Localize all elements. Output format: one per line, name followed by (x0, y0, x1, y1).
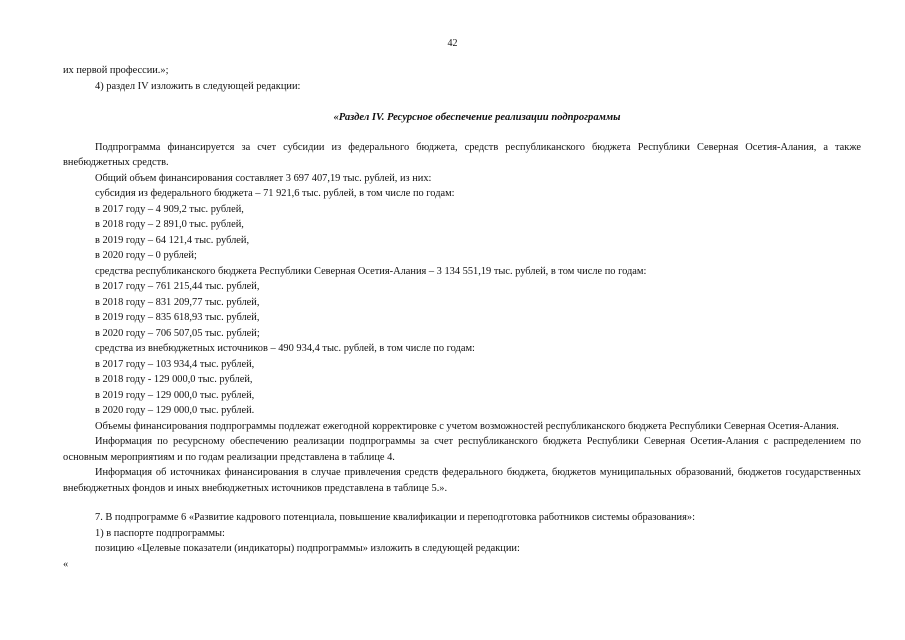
extrabudgetary-2020-line: в 2020 году – 129 000,0 тыс. рублей. (95, 405, 255, 416)
indicators-line: позицию «Целевые показатели (индикаторы) подпрограммы» изложить в следующей редакции: (95, 543, 520, 554)
paragraph-financing-sources: Подпрограмма финансируется за счет субсидии из федерального бюджета, средств республиканского бюджета Республики Северная Осетия-Алания, а также внебюджетных средств. (63, 141, 861, 168)
extrabudgetary-2018-line: в 2018 году - 129 000,0 тыс. рублей, (95, 374, 253, 385)
paragraph-table-5-info: Информация об источниках финансирования в случае привлечения средств федерального бюджета, бюджетов муниципальных образований, бюджетов государственных внебюджетных фондов и иных внебюджетных источников представлена в таблице 5.». (63, 467, 861, 494)
funding-total-line: Общий объем финансирования составляет 3 697 407,19 тыс. рублей, из них: (95, 172, 432, 184)
republican-2017-line: в 2017 году – 761 215,44 тыс. рублей, (95, 281, 260, 292)
paragraph-table-4-info: Информация по ресурсному обеспечению реализации подпрограммы за счет республиканского бюджета Республики Северная Осетия-Алания с распределением по основным мероприятиям и по годам реализации представлена в таблице 4. (63, 436, 861, 463)
republican-budget-line: средства республиканского бюджета Республики Северная Осетия-Алания – 3 134 551,19 тыс. рублей, в том числе по годам: (95, 265, 647, 277)
page-number: 42 (447, 38, 458, 49)
section-heading: «Раздел IV. Ресурсное обеспечение реализации подпрограммы (333, 112, 621, 123)
federal-2017-line: в 2017 году – 4 909,2 тыс. рублей, (95, 203, 244, 215)
federal-subsidy-line: субсидия из федерального бюджета – 71 921,6 тыс. рублей, в том числе по годам: (95, 188, 455, 199)
document-body (63, 63, 861, 572)
federal-2019-line: в 2019 году – 64 121,4 тыс. рублей, (95, 234, 250, 246)
republican-2018-line: в 2018 году – 831 209,77 тыс. рублей, (95, 296, 260, 308)
extrabudgetary-2017-line: в 2017 году – 103 934,4 тыс. рублей, (95, 358, 255, 370)
section-7-line: 7. В подпрограмме 6 «Развитие кадрового потенциала, повышение квалификации и переподготовка работников системы образования»: (95, 512, 695, 523)
open-quote: « (63, 558, 69, 570)
intro-line-2: 4) раздел IV изложить в следующей редакции: (95, 80, 301, 92)
federal-2018-line: в 2018 году – 2 891,0 тыс. рублей, (95, 219, 244, 230)
extrabudgetary-2019-line: в 2019 году – 129 000,0 тыс. рублей, (95, 389, 255, 401)
republican-2020-line: в 2020 году – 706 507,05 тыс. рублей; (95, 327, 260, 339)
intro-line-1: их первой профессии.»; (63, 65, 169, 76)
paragraph-annual-adjustment: Объемы финансирования подпрограммы подлежат ежегодной корректировке с учетом возможностей республиканского бюджета Республики Северная Осетия-Алания. (95, 420, 839, 432)
federal-2020-line: в 2020 году – 0 рублей; (95, 250, 197, 261)
extrabudgetary-line: средства из внебюджетных источников – 490 934,4 тыс. рублей, в том числе по годам: (95, 343, 475, 354)
spacer (63, 496, 861, 510)
passport-line: 1) в паспорте подпрограммы: (95, 527, 225, 539)
republican-2019-line: в 2019 году – 835 618,93 тыс. рублей, (95, 312, 260, 323)
